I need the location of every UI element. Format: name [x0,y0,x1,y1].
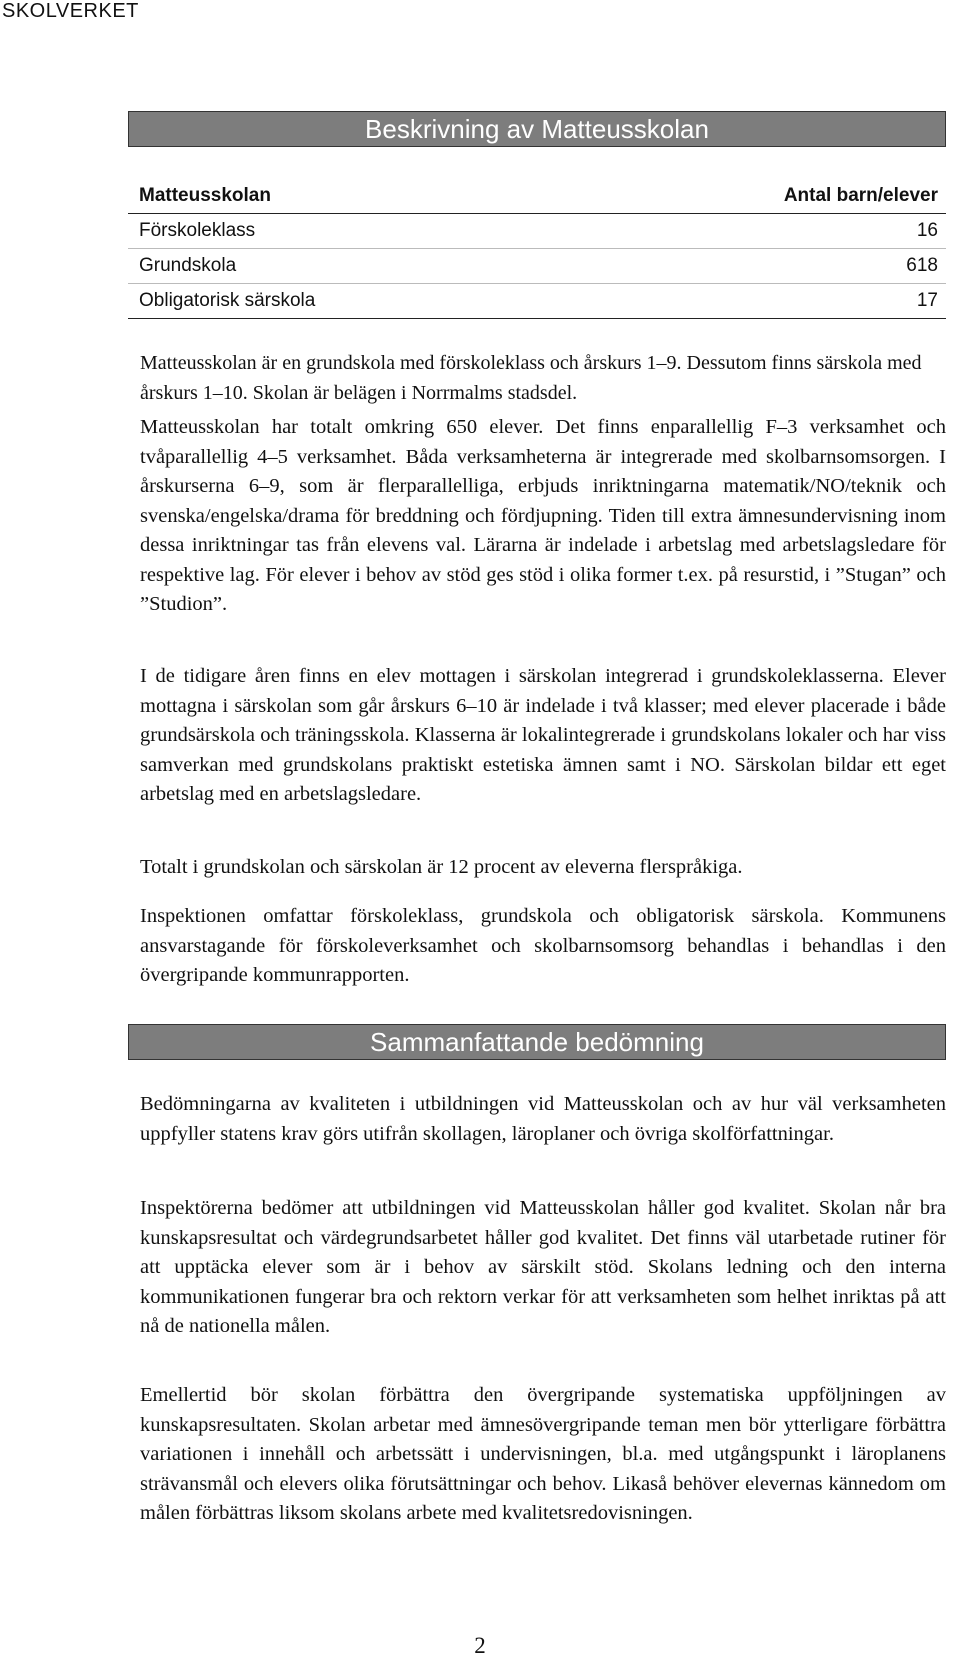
table-cell-label: Förskoleklass [139,220,256,241]
table-row [128,214,946,249]
table-row [128,284,946,319]
paragraph-special-school: I de tidigare åren finns en elev mottagen i särskolan integrerad i grundskoleklasserna. Elever mottagna i särskolan som går årskurs 6–10 är indelade i två klasser; med elever placerade i både grundsärskola och träningsskola. Klasserna är lokalintegrerade i grundskolans lokaler och har viss samverkan med grundskolans praktiskt estetiska ämnen samt i NO. Särskolan bildar ett eget arbetslag med en arbetslagsledare. [140,665,946,805]
table-header-row [128,179,946,214]
section-heading-summary [128,1024,946,1060]
enrollment-table [128,179,946,319]
paragraph-multilingual: Totalt i grundskolan och särskolan är 12 procent av eleverna flerspråkiga. [140,856,743,878]
table-header-school: Matteusskolan [139,185,271,206]
brand-header: SKOLVERKET [2,0,139,22]
table-cell-value: 16 [916,220,938,241]
section-heading-text: Beskrivning av Matteusskolan [365,113,709,144]
table-header-count: Antal barn/elever [783,185,938,206]
table-cell-value: 618 [906,255,938,276]
section-heading-text: Sammanfattande bedömning [370,1026,704,1057]
paragraph-assessment-basis: Bedömningarna av kvaliteten i utbildningen vid Matteusskolan och av hur väl verksamheten uppfyller statens krav görs utifrån skollagen, läroplaner och övriga skolförfattningar. [140,1093,946,1145]
paragraph-school-overview: Matteusskolan är en grundskola med förskoleklass och årskurs 1–9. Dessutom finns särskola med årskurs 1–10. Skolan är belägen i Norrmalms stadsdel. [140,352,922,404]
section-heading-description [128,111,946,147]
paragraph-quality-verdict: Inspektörerna bedömer att utbildningen vid Matteusskolan håller god kvalitet. Skolan når bra kunskapsresultat och värdegrundsarbetet håller god kvalitet. Det finns väl utarbetade rutiner för att upptäcka elever som är i behov av särskilt stöd. Skolans ledning och den interna kommunikationen fungerar bra och rektorn verkar för att verksamheten som helhet inriktas på att nå de nationella målen. [140,1197,946,1337]
table-row [128,249,946,284]
page-number: 2 [474,1633,486,1658]
table-cell-label: Grundskola [139,255,237,276]
table-cell-value: 17 [916,290,938,311]
table-cell-label: Obligatorisk särskola [139,290,316,311]
paragraph-inspection-scope: Inspektionen omfattar förskoleklass, grundskola och obligatorisk särskola. Kommunens ansvarstagande för förskoleverksamhet och skolbarnsomsorg behandlas i behandlas i den övergripande kommunrapporten. [140,905,946,986]
paragraph-student-body: Matteusskolan har totalt omkring 650 elever. Det finns enparallellig F–3 verksamhet och tvåparallellig 4–5 verksamhet. Båda verksamheterna är integrerade med skolbarnsomsorgen. I årskurserna 6–9, som är flerparallelliga, erbjuds inriktningarna matematik/NO/teknik och svenska/engelska/drama för breddning och fördjupning. Tiden till extra ämnesundervisning inom dessa inriktningar tas från elevens val. Lärarna är indelade i arbetslag med arbetslagsledare för respektive lag. För elever i behov av stöd ges stöd i olika former t.ex. på resurstid, i ”Stugan” och ”Studion”. [140,416,946,615]
paragraph-improvements: Emellertid bör skolan förbättra den övergripande systematiska uppföljningen av kunskapsresultaten. Skolan arbetar med ämnesövergripande teman men bör ytterligare förbättra variationen i innehåll och arbetssätt i undervisningen, bl.a. med utgångspunkt i läroplanens strävansmål och elevers olika förutsättningar och behov. Likaså behöver elevernas kännedom om målen förbättras liksom skolans arbete med kvalitetsredovisningen. [140,1384,946,1524]
